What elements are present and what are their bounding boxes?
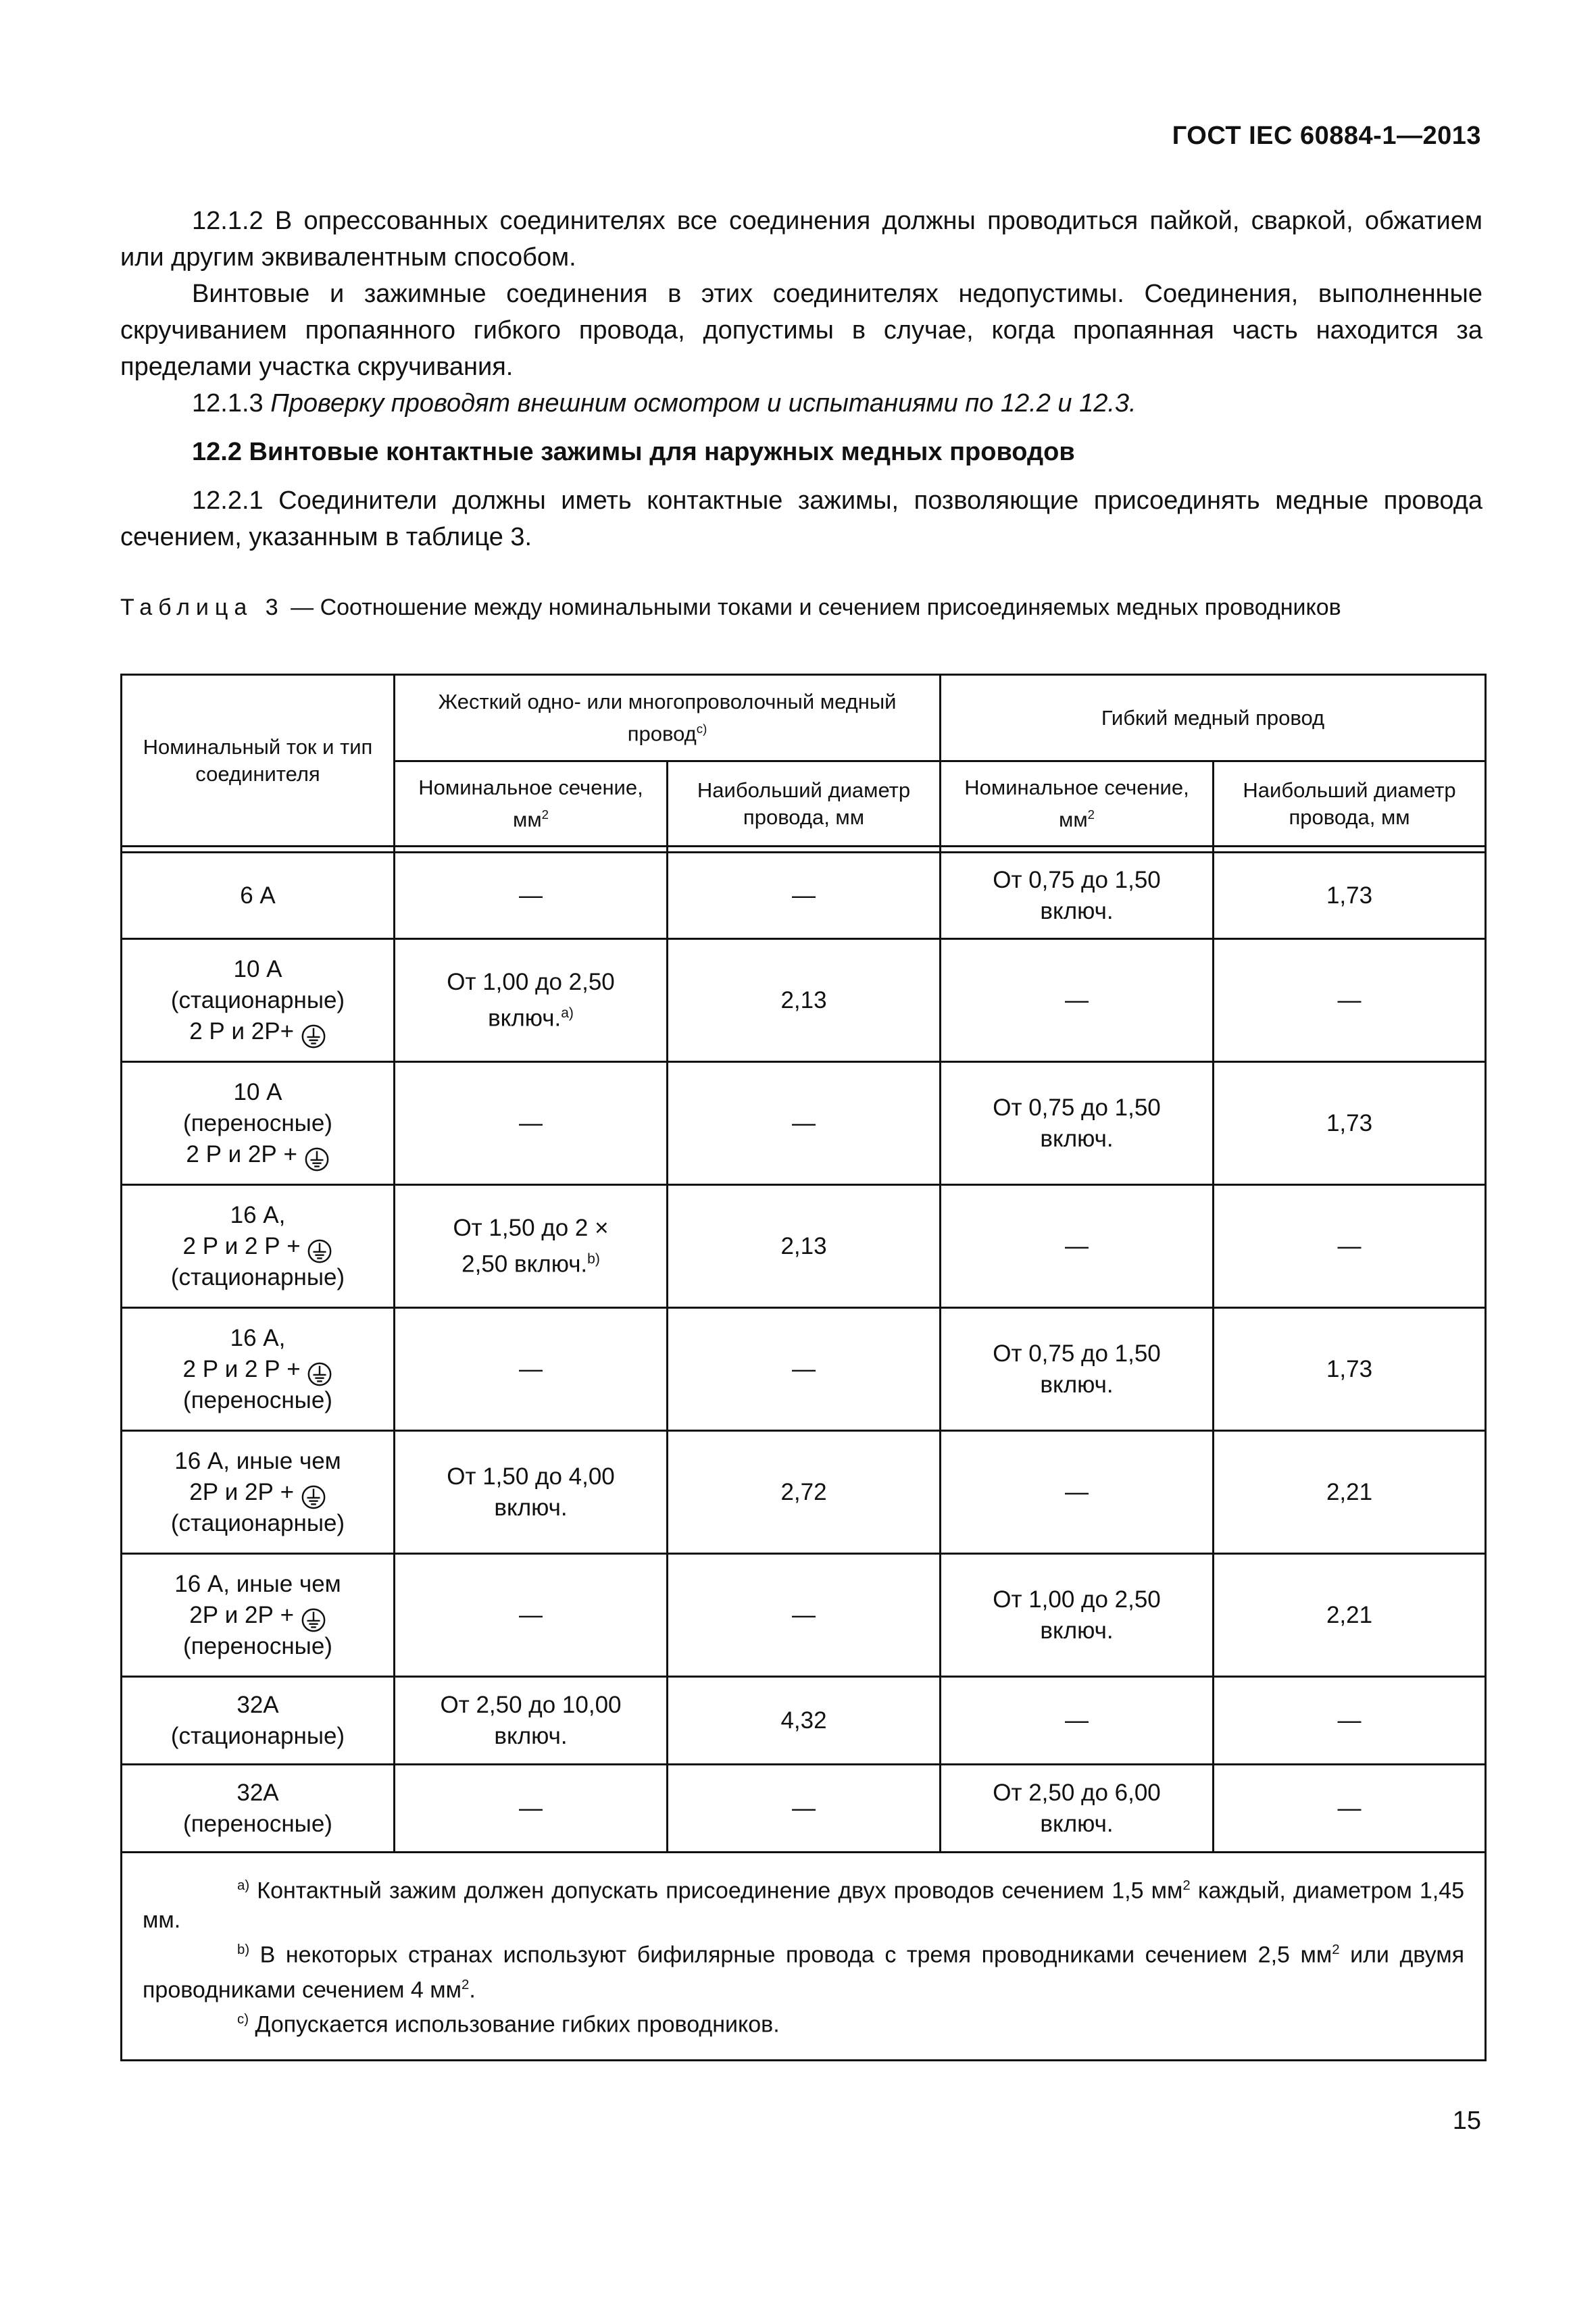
table-row xyxy=(122,1062,1486,1185)
cell-rigid-section: — xyxy=(395,1308,668,1431)
protective-earth-icon xyxy=(301,1020,326,1045)
connector-type-line: 6 А xyxy=(240,882,276,909)
table-row xyxy=(122,1677,1486,1765)
cell-flex-diameter: — xyxy=(1214,939,1486,1062)
footnote-ref: b) xyxy=(587,1251,600,1267)
cell-flex-diameter: 2,21 xyxy=(1214,1431,1486,1554)
protective-earth-icon xyxy=(301,1603,326,1629)
cell-rigid-diameter: 2,72 xyxy=(668,1431,941,1554)
table-row xyxy=(122,939,1486,1062)
table-row xyxy=(122,1554,1486,1677)
header-rigid-section: Номинальное сечение, $мм^2$ xyxy=(395,761,668,847)
connector-type-line: 10 А xyxy=(233,955,282,982)
cell-rigid-section: — xyxy=(395,1554,668,1677)
protective-earth-icon xyxy=(304,1142,330,1168)
table-row xyxy=(122,853,1486,939)
cell-rigid-diameter: — xyxy=(668,853,941,939)
cell-connector-type xyxy=(122,1765,395,1853)
cell-flex-section: От 2,50 до 6,00 включ. xyxy=(941,1765,1214,1853)
connector-type-line: 2 Р и 2 Р + xyxy=(182,1232,301,1259)
connector-type-line: (переносные) xyxy=(183,1632,332,1659)
header-rigid-note: c) xyxy=(696,721,707,736)
table-caption-text: — Соотношение между номинальными токами и сечением присоединяемых медных проводников xyxy=(284,595,1341,620)
header-rigid-diameter: Наибольший диаметр провода, мм xyxy=(668,761,941,847)
cell-flex-section: От 0,75 до 1,50 включ. xyxy=(941,853,1214,939)
cell-rigid-section: — xyxy=(395,853,668,939)
connector-type-line: (переносные) xyxy=(183,1109,332,1136)
paragraph-12-1-3 xyxy=(120,385,1482,422)
cell-flex-section: — xyxy=(941,1677,1214,1765)
cell-connector-type xyxy=(122,1677,395,1765)
header-flex-section: Номинальное сечение, $мм^2$ xyxy=(941,761,1214,847)
connector-type-line: (переносные) xyxy=(183,1386,332,1413)
table-3 xyxy=(120,674,1487,2061)
cell-rigid-section: От 1,50 до 4,00 включ. xyxy=(395,1431,668,1554)
connector-type-line: 32А xyxy=(236,1779,279,1806)
table-row xyxy=(122,1765,1486,1853)
cell-flex-section: От 0,75 до 1,50 включ. xyxy=(941,1062,1214,1185)
section-heading: 12.2 Винтовые контактные зажимы для наружных медных проводов xyxy=(192,438,1075,466)
document-code: ГОСТ IEC 60884-1—2013 xyxy=(1172,122,1481,150)
connector-type-line: (переносные) xyxy=(183,1810,332,1837)
cell-flex-section: От 0,75 до 1,50 включ. xyxy=(941,1308,1214,1431)
page-number: 15 xyxy=(1452,2107,1481,2135)
header-rated-current: Номинальный ток и тип соединителя xyxy=(122,675,395,847)
protective-earth-icon xyxy=(307,1357,332,1383)
connector-type-line: 16 А, xyxy=(230,1201,286,1228)
paragraph-screw-connections: Винтовые и зажимные соединения в этих соединителях недопустимы. Соединения, выполненные скручиванием пропаянного гибкого провода, допустимы в случае, когда пропаянная часть находится за пределами участка скручивания. xyxy=(120,280,1482,381)
cell-flex-diameter: 1,73 xyxy=(1214,1308,1486,1431)
protective-earth-icon xyxy=(301,1480,326,1506)
protective-earth-icon xyxy=(307,1234,332,1260)
cell-flex-section: — xyxy=(941,1185,1214,1308)
header-flexible-wire: Гибкий медный провод xyxy=(941,675,1486,761)
cell-connector-type xyxy=(122,1308,395,1431)
connector-type-line: (стационарные) xyxy=(170,1263,345,1290)
cell-rigid-section: От 1,50 до 2 × 2,50 включ.$^{b)}$ xyxy=(395,1185,668,1308)
header-separator xyxy=(122,847,1486,853)
cell-flex-diameter: 2,21 xyxy=(1214,1554,1486,1677)
footnote-c: $^{c)}$ Допускается использование гибких проводников. xyxy=(237,2011,780,2038)
header-flex-diameter: Наибольший диаметр провода, мм xyxy=(1214,761,1486,847)
header-rigid-wire: Жесткий одно- или многопроволочный медный провод$^{c)}$ xyxy=(395,675,941,761)
table-footnotes xyxy=(122,1853,1486,2061)
table-row xyxy=(122,1308,1486,1431)
footnote-b: $^{b)}$ В некоторых странах используют бифилярные провода с тремя проводниками сечением 2,5 $мм^2$ или двумя проводниками сечением 4 $мм^2$. xyxy=(143,1942,1465,2003)
connector-type-line: 10 А xyxy=(233,1078,282,1105)
clause-number: 12.1.3 xyxy=(192,389,264,418)
connector-type-line: (стационарные) xyxy=(170,1509,345,1536)
cell-connector-type xyxy=(122,1062,395,1185)
cell-rigid-diameter: 2,13 xyxy=(668,1185,941,1308)
connector-type-line: (стационарные) xyxy=(170,1722,345,1749)
table-row xyxy=(122,1431,1486,1554)
cell-flex-section: От 1,00 до 2,50 включ. xyxy=(941,1554,1214,1677)
cell-flex-section: — xyxy=(941,1431,1214,1554)
connector-type-line: 16 А, xyxy=(230,1324,286,1351)
table-caption-label: Таблица 3 xyxy=(120,595,284,620)
clause-text: Проверку проводят внешним осмотром и испытаниями по 12.2 и 12.3. xyxy=(270,389,1137,418)
paragraph-12-2-1: 12.2.1 Соединители должны иметь контактные зажимы, позволяющие присоединять медные провода сечением, указанным в таблице 3. xyxy=(120,486,1482,551)
connector-type-line: 32А xyxy=(236,1691,279,1718)
table-caption xyxy=(120,593,1482,622)
cell-rigid-section: — xyxy=(395,1765,668,1853)
connector-type-line: 16 А, иные чем xyxy=(174,1570,341,1597)
cell-flex-section: — xyxy=(941,939,1214,1062)
cell-flex-diameter: — xyxy=(1214,1765,1486,1853)
table-row xyxy=(122,1185,1486,1308)
cell-rigid-diameter: — xyxy=(668,1765,941,1853)
cell-rigid-section: От 2,50 до 10,00 включ. xyxy=(395,1677,668,1765)
connector-type-line: 16 А, иные чем xyxy=(174,1447,341,1474)
cell-connector-type xyxy=(122,939,395,1062)
cell-rigid-diameter: — xyxy=(668,1062,941,1185)
cell-connector-type xyxy=(122,1554,395,1677)
paragraph-12-1-2: 12.1.2 В опрессованных соединителях все соединения должны проводиться пайкой, сваркой, обжатием или другим эквивалентным способом. xyxy=(120,207,1482,272)
cell-connector-type xyxy=(122,853,395,939)
connector-type-line: 2Р и 2Р + xyxy=(189,1478,295,1505)
cell-rigid-section: От 1,00 до 2,50 включ.$^{a)}$ xyxy=(395,939,668,1062)
cell-connector-type xyxy=(122,1431,395,1554)
connector-type-line: 2 Р и 2Р+ xyxy=(189,1017,295,1045)
connector-type-line: (стационарные) xyxy=(170,986,345,1013)
cell-connector-type xyxy=(122,1185,395,1308)
connector-type-line: 2Р и 2Р + xyxy=(189,1601,295,1628)
cell-rigid-diameter: — xyxy=(668,1554,941,1677)
cell-rigid-diameter: 4,32 xyxy=(668,1677,941,1765)
cell-flex-diameter: — xyxy=(1214,1185,1486,1308)
cell-rigid-diameter: 2,13 xyxy=(668,939,941,1062)
cell-flex-diameter: 1,73 xyxy=(1214,1062,1486,1185)
connector-type-line: 2 Р и 2Р + xyxy=(186,1140,297,1167)
footnote-ref: a) xyxy=(561,1005,574,1021)
connector-type-line: 2 Р и 2 Р + xyxy=(182,1355,301,1382)
cell-rigid-diameter: — xyxy=(668,1308,941,1431)
cell-rigid-section: — xyxy=(395,1062,668,1185)
body-text xyxy=(120,203,1482,555)
footnote-a: $^{a)}$ Контактный зажим должен допускать присоединение двух проводов сечением 1,5 $мм^2$ каждый, диаметром 1,45 мм. xyxy=(143,1878,1465,1934)
cell-flex-diameter: — xyxy=(1214,1677,1486,1765)
cell-flex-diameter: 1,73 xyxy=(1214,853,1486,939)
